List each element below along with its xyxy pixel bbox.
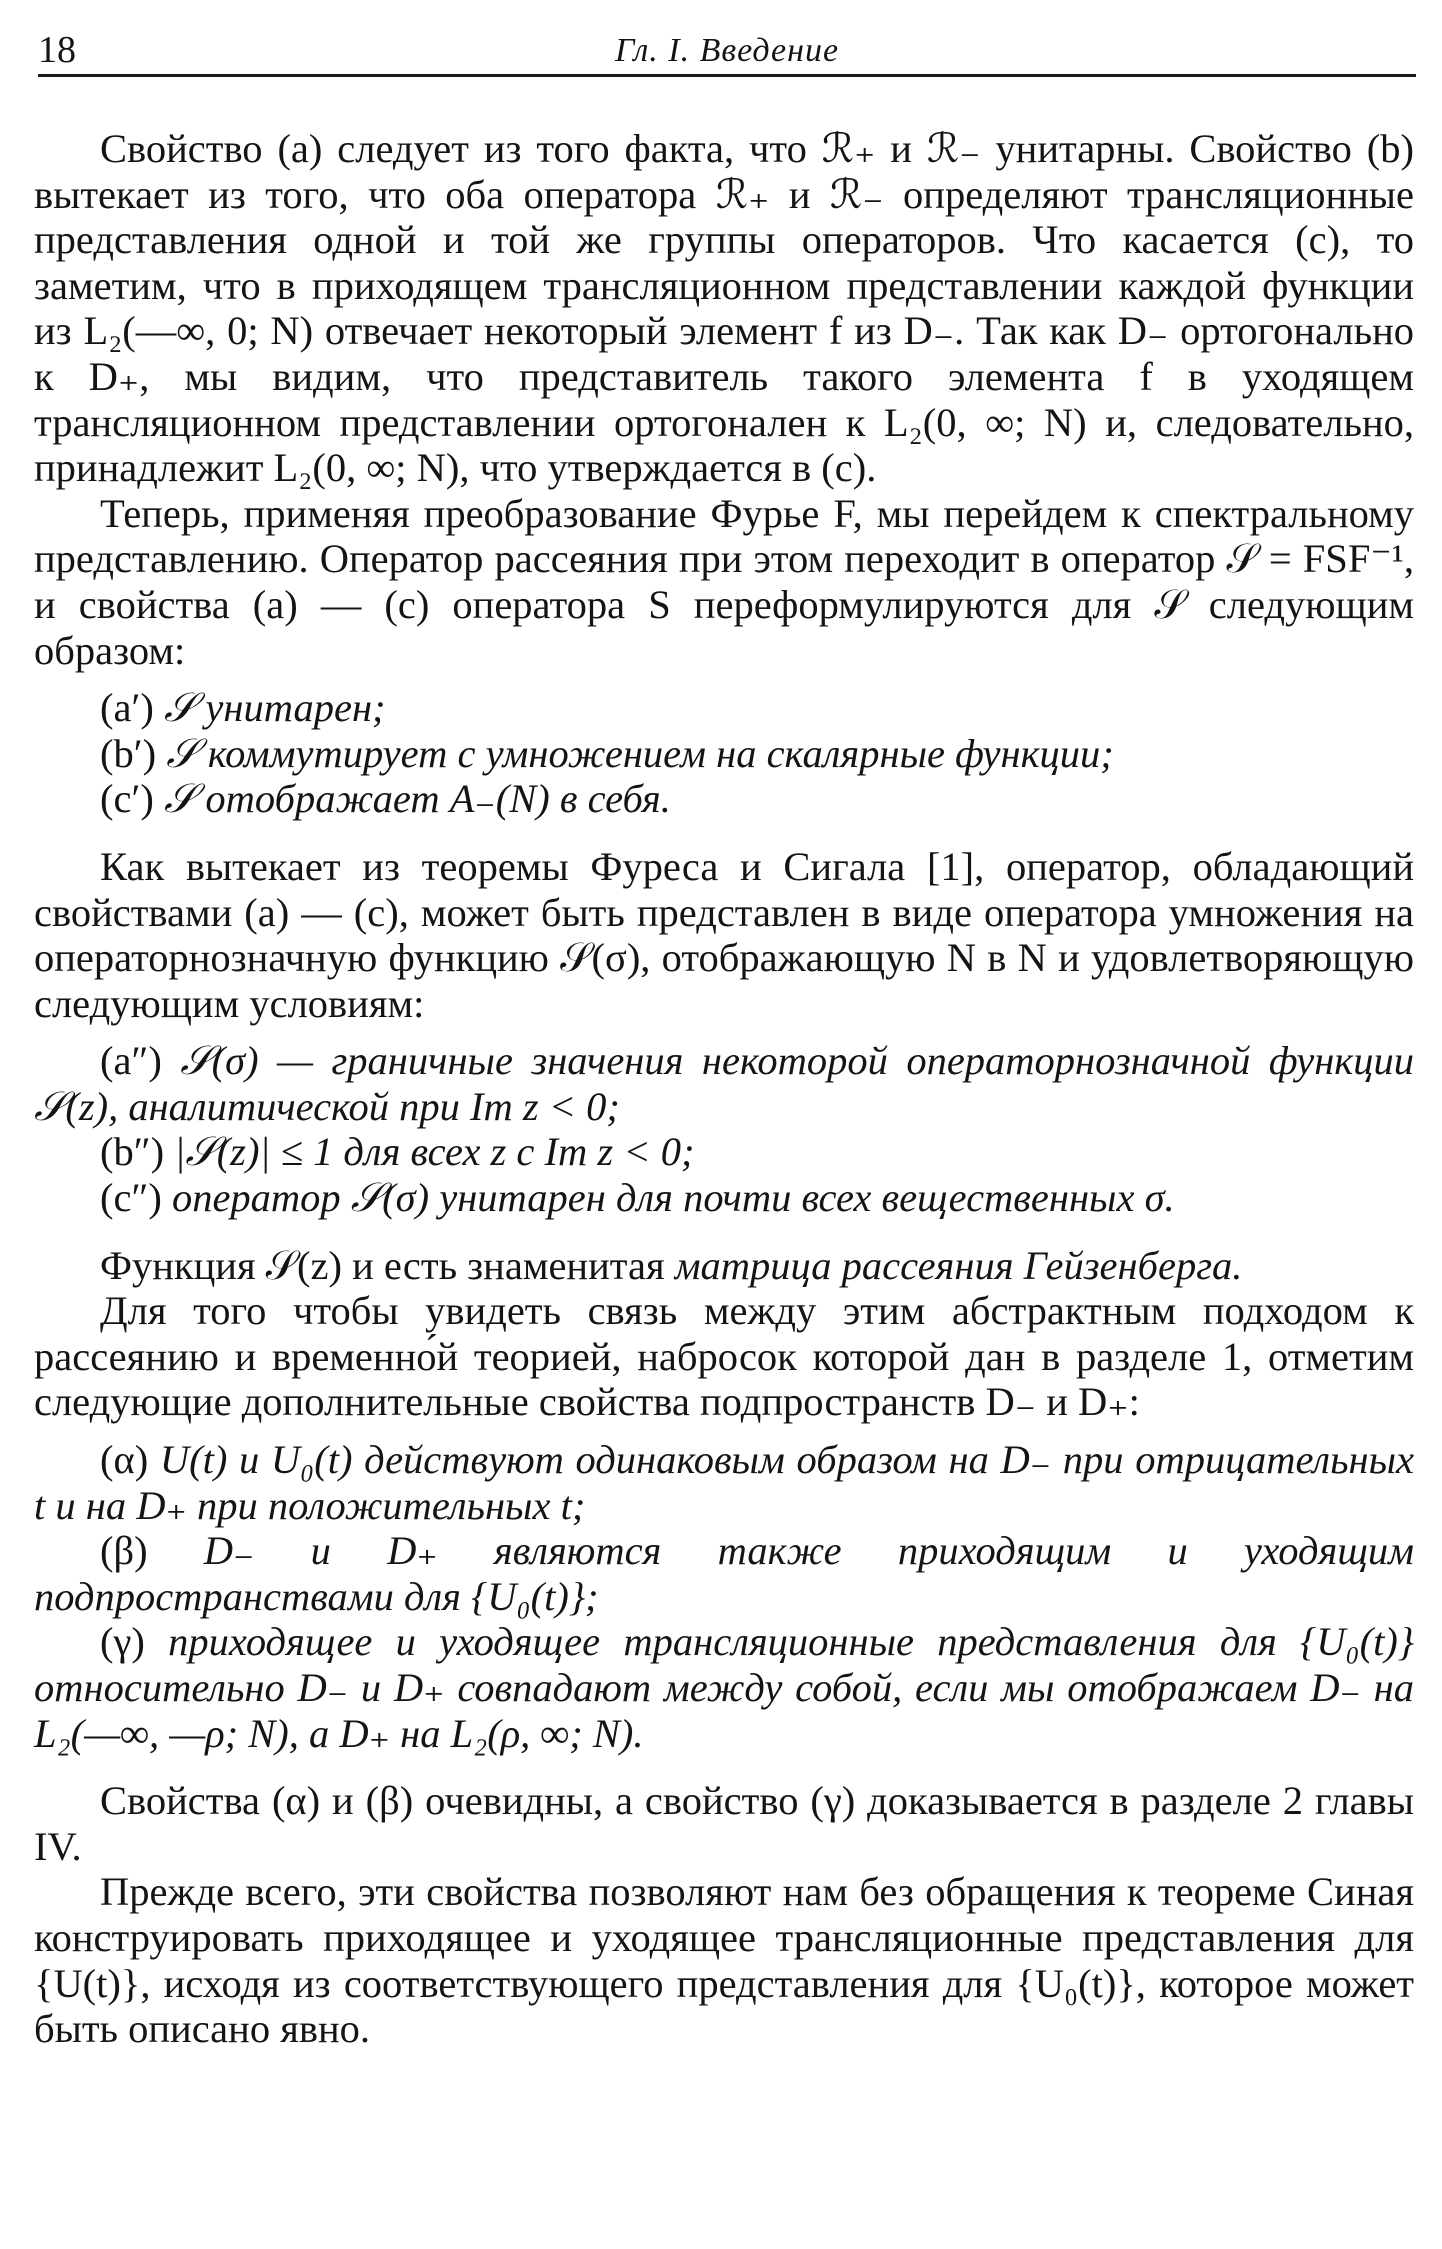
list-label: (b″) — [100, 1129, 165, 1175]
list-item-b-prime — [34, 731, 1414, 777]
list-label: (b′) — [100, 730, 157, 776]
list-label: (β) — [100, 1528, 148, 1574]
page-number: 18 — [38, 29, 76, 71]
paragraph-obvious-properties: Свойства (α) и (β) очевидны, а свойство (γ) доказывается в разделе 2 главы IV. — [34, 1778, 1414, 1869]
list-item-a-double-prime — [34, 1038, 1414, 1129]
paragraph-properties-proof: Свойство (a) следует из того факта, что ℛ₊ и ℛ₋ унитарны. Свойство (b) вытекает из того, что оба оператора ℛ₊ и ℛ₋ определяют трансляционные представления одной и той же группы операторов. Что касается (c), то заметим, что в приходящем трансляционном представлении каждой функции из L₂(—∞, 0; N) отвечает некоторый элемент f из D₋. Так как D₋ ортогонально к D₊, мы видим, что представитель такого элемента f в уходящем трансляционном представлении ортогонален к L₂(0, ∞; N) и, следовательно, принадлежит L₂(0, ∞; N), что утверждается в (c). — [34, 126, 1414, 491]
paragraph-text: Функция 𝒮(z) и есть знаменитая — [100, 1242, 675, 1288]
list-label: (γ) — [100, 1619, 145, 1665]
list-text: 𝒮(σ) — граничные значения некоторой операторнозначной функции 𝒮(z), аналитической при Im z < 0; — [34, 1038, 1415, 1129]
list-item-c-double-prime — [34, 1175, 1414, 1221]
list-text: оператор 𝒮(σ) унитарен для почти всех вещественных σ. — [171, 1175, 1175, 1221]
chapter-title: Гл. I. Введение — [614, 32, 840, 69]
paragraph-sinai-theorem: Прежде всего, эти свойства позволяют нам без обращения к теореме Синая конструировать приходящее и уходящее трансляционные представления для {U(t)}, исходя из соответствующего представления для {U₀(t)}, которое может быть описано явно. — [34, 1869, 1414, 2052]
paragraph-heisenberg-matrix — [34, 1243, 1414, 1289]
list-label: (a″) — [100, 1038, 162, 1084]
paragraph-subspaces: Для того чтобы увидеть связь между этим абстрактным подходом к рассеянию и временно́й теорией, набросок которой дан в разделе 1, отметим следующие дополнительные свойства подпространств D₋ и D₊: — [34, 1288, 1414, 1425]
list-item-beta — [34, 1528, 1414, 1619]
list-text: D₋ и D₊ являются также приходящим и уходящим подпространствами для {U₀(t)}; — [34, 1528, 1415, 1619]
list-item-c-prime — [34, 776, 1414, 822]
list-text: приходящее и уходящее трансляционные представления для {U₀(t)} относительно D₋ и D₊ совпадают между собой, если мы отображаем D₋ на L₂(—∞, —ρ; N), а D₊ на L₂(ρ, ∞; N). — [34, 1619, 1414, 1756]
list-text: |𝒮(z)| ≤ 1 для всех z с Im z < 0; — [174, 1129, 695, 1175]
list-item-gamma — [34, 1619, 1414, 1756]
list-text: U(t) и U₀(t) действуют одинаковым образом на D₋ при отрицательных t и на D₊ при положительных t; — [34, 1437, 1414, 1528]
list-label: (c″) — [100, 1175, 162, 1221]
list-label: (c′) — [100, 776, 154, 822]
list-item-b-double-prime — [34, 1129, 1414, 1175]
body-text — [34, 126, 1414, 2052]
list-label: (a′) — [100, 685, 154, 731]
list-text: 𝒮 унитарен; — [163, 685, 386, 731]
list-text: 𝒮 коммутирует с умножением на скалярные функции; — [166, 730, 1114, 776]
paragraph-foures-segal: Как вытекает из теоремы Фуреса и Сигала [1], оператор, обладающий свойствами (a) — (c), может быть представлен в виде оператора умножения на операторнозначную функцию 𝒮(σ), отображающую N в N и удовлетворяющую следующим условиям: — [34, 843, 1414, 1026]
paragraph-fourier-transform: Теперь, применяя преобразование Фурье F, мы перейдем к спектральному представлению. Оператор рассеяния при этом переходит в оператор 𝒮 = FSF⁻¹, и свойства (a) — (c) оператора S переформулируются для 𝒮 следующим образом: — [34, 490, 1414, 673]
list-text: 𝒮 отображает A₋(N) в себя. — [163, 776, 671, 822]
running-header — [38, 24, 1416, 77]
list-item-alpha — [34, 1437, 1414, 1528]
emphasis-text: матрица рассеяния Гейзенберга. — [674, 1242, 1243, 1288]
list-item-a-prime — [34, 685, 1414, 731]
list-label: (α) — [100, 1437, 149, 1483]
